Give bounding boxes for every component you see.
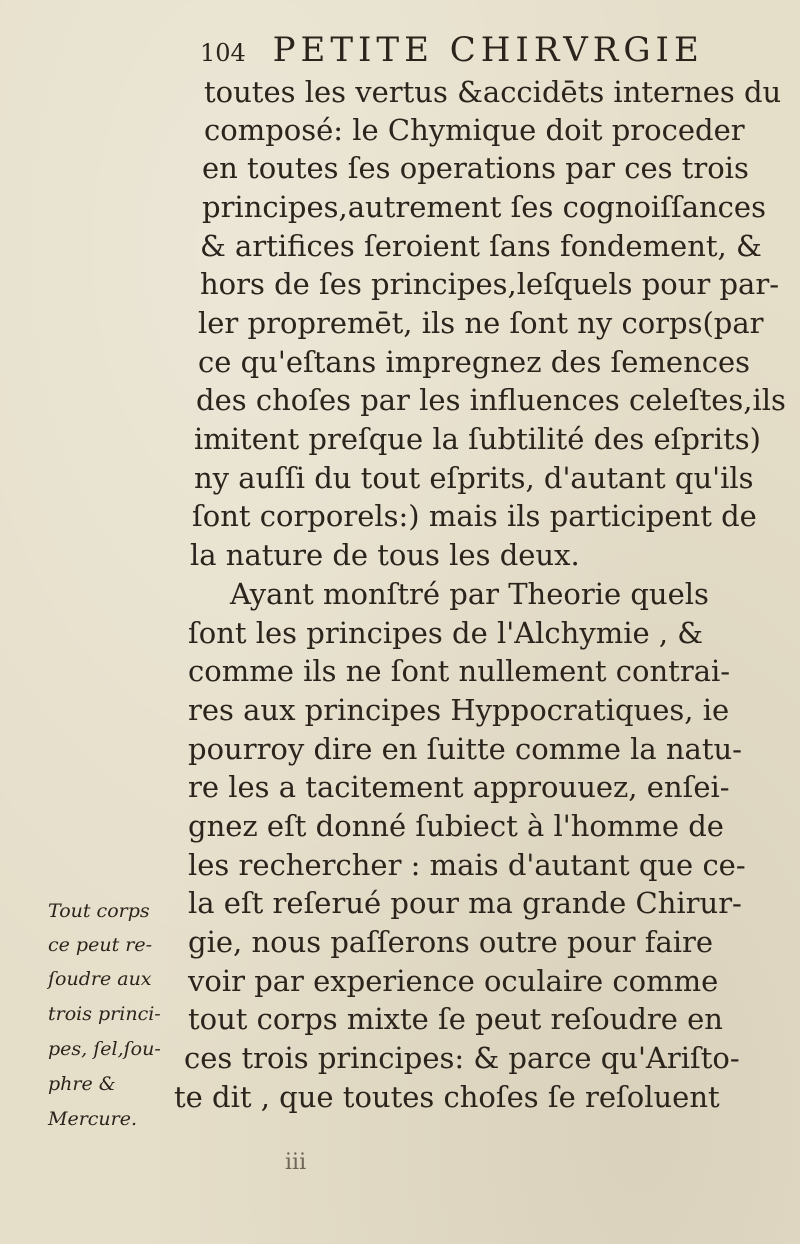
text-line: la nature de tous les deux.: [190, 538, 580, 572]
margin-note-line: ſoudre aux: [48, 968, 152, 990]
margin-note-line: Mercure.: [48, 1108, 138, 1130]
text-line: ny auſſi du tout eſprits, d'autant qu'ils: [194, 461, 754, 495]
text-line: ces trois principes: & parce qu'Ariſto-: [184, 1041, 740, 1075]
margin-note-line: ce peut re-: [48, 934, 152, 956]
text-line: principes,autrement ſes cognoiſſances: [202, 190, 766, 224]
text-line: des choſes par les influences celeſtes,ils: [196, 383, 786, 417]
running-head: [200, 30, 760, 70]
running-title: PETITE CHIRVRGIE: [272, 30, 704, 70]
text-line: Ayant monſtré par Theorie quels: [230, 577, 709, 611]
text-line: gnez eſt donné ſubiect à l'homme de: [188, 809, 724, 843]
text-line: les rechercher : mais d'autant que ce-: [188, 848, 746, 882]
text-line: voir par experience oculaire comme: [188, 964, 719, 998]
margin-note-line: phre &: [48, 1073, 116, 1095]
text-line: composé: le Chymique doit proceder: [204, 113, 745, 147]
text-line: & artifices ſeroient ſans fondement, &: [200, 229, 762, 263]
text-line: comme ils ne ſont nullement contrai-: [188, 654, 731, 688]
page-number: 104: [200, 39, 246, 67]
text-line: gie, nous paſſerons outre pour faire: [188, 925, 714, 959]
text-line: pourroy dire en ſuitte comme la natu-: [188, 732, 742, 766]
text-line: toutes les vertus &accidēts internes du: [204, 75, 782, 109]
text-line: imitent preſque la ſubtilité des eſprits): [194, 422, 761, 456]
text-line: ce qu'eſtans impregnez des ſemences: [198, 345, 751, 379]
margin-note-line: Tout corps: [48, 900, 150, 922]
text-line: te dit , que toutes choſes ſe reſoluent: [174, 1080, 720, 1114]
text-line: ler propremēt, ils ne ſont ny corps(par: [198, 306, 764, 340]
text-line: tout corps mixte ſe peut reſoudre en: [188, 1002, 723, 1036]
margin-note-line: pes, ſel,ſou-: [48, 1038, 161, 1060]
text-line: en toutes ſes operations par ces trois: [202, 151, 749, 185]
text-line: res aux principes Hyppocratiques, ie: [188, 693, 730, 727]
margin-note-line: trois princi-: [48, 1003, 161, 1025]
text-line: ſont les principes de l'Alchymie , &: [188, 616, 704, 650]
text-line: hors de ſes principes,leſquels pour par-: [200, 267, 780, 301]
text-line: ſont corporels:) mais ils participent de: [192, 499, 757, 533]
text-line: la eſt reſerué pour ma grande Chirur-: [188, 886, 742, 920]
catchword: iii: [285, 1150, 307, 1175]
text-line: re les a tacitement approuuez, enſei-: [188, 770, 730, 804]
